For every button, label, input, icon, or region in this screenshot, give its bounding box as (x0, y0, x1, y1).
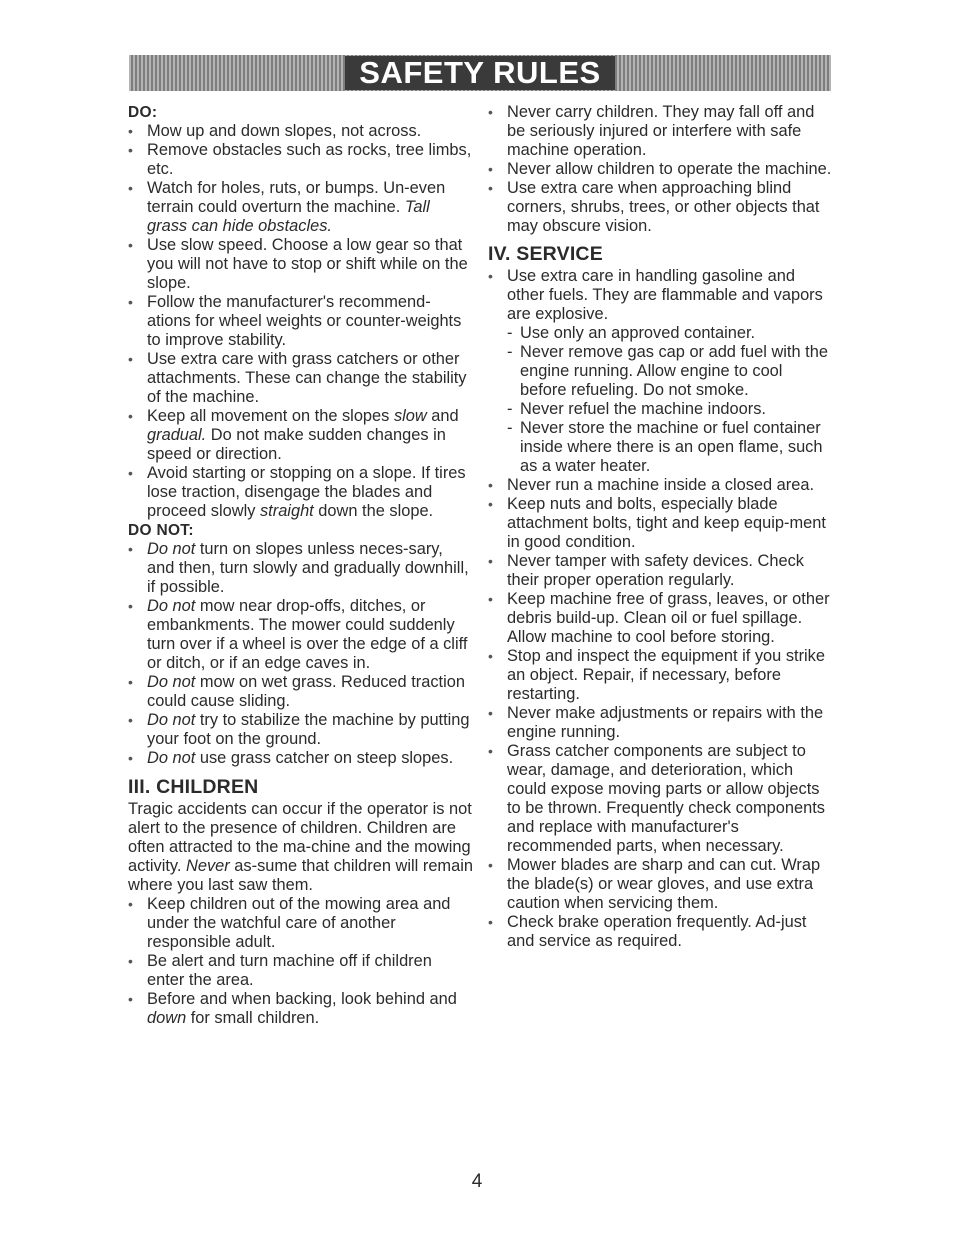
item-emphasis: Do not (147, 749, 196, 767)
list-item (128, 407, 473, 464)
list-item (128, 540, 473, 597)
right-column (488, 103, 833, 951)
list-item: • Grass catcher components are subject to wear, damage, and deterioration, which could expose moving parts or allow objects to be thrown. Frequently check components and replace with manufacturer's recommended parts, when necessary. (488, 742, 833, 856)
safety-rules-banner (129, 55, 831, 91)
item-text: Watch for holes, ruts, or bumps. Un-even terrain could overturn the machine. (147, 179, 446, 216)
sub-item: - Never refuel the machine indoors. (507, 400, 833, 419)
list-item (128, 990, 473, 1028)
item-text: turn on slopes unless neces-sary, and then, turn slowly and gradually downhill, if possible. (147, 540, 469, 596)
list-item: • Mow up and down slopes, not across. (128, 122, 473, 141)
list-item: • Never carry children. They may fall off and be seriously injured or interfere with safe machine operation. (488, 103, 833, 160)
item-text: for small children. (190, 1009, 320, 1027)
list-item: • Never allow children to operate the machine. (488, 160, 833, 179)
item-emphasis: gradual. (147, 426, 207, 444)
sub-item: - Use only an approved container. (507, 324, 833, 343)
item-text: try to stabilize the machine by putting your foot on the ground. (147, 711, 470, 748)
list-item: • Use slow speed. Choose a low gear so that you will not have to stop or shift while on the slope. (128, 236, 473, 293)
service-list-continued (488, 476, 833, 951)
item-emphasis: Tall grass can hide obstacles. (147, 198, 430, 235)
do-heading: DO: (128, 104, 158, 121)
item-emphasis: slow (393, 407, 427, 425)
list-item: • Stop and inspect the equipment if you strike an object. Repair, if necessary, before restarting. (488, 647, 833, 704)
item-emphasis: Do not (147, 711, 196, 729)
item-emphasis: down (147, 1009, 187, 1027)
page-number: 4 (471, 1171, 483, 1192)
list-item: • Use extra care when approaching blind corners, shrubs, trees, or other objects that may obscure vision. (488, 179, 833, 236)
list-item (128, 597, 473, 673)
item-text: down the slope. (318, 502, 434, 520)
list-item (488, 267, 833, 324)
list-item: • Keep machine free of grass, leaves, or other debris build-up. Clean oil or fuel spillage. Allow machine to cool before storing. (488, 590, 833, 647)
item-text: Before and when backing, look behind and (147, 990, 457, 1008)
list-item: • Never run a machine inside a closed area. (488, 476, 833, 495)
item-text: Use extra care in handling gasoline and other fuels. They are flammable and vapors are explosive. (507, 267, 823, 323)
list-item: • Never make adjustments or repairs with the engine running. (488, 704, 833, 742)
children-list (128, 895, 473, 1028)
list-item: • Keep children out of the mowing area and under the watchful care of another responsible adult. (128, 895, 473, 952)
item-text: mow on wet grass. Reduced traction could cause sliding. (147, 673, 465, 710)
list-item (128, 749, 473, 768)
intro-emphasis: Never (186, 857, 230, 875)
item-text: use grass catcher on steep slopes. (199, 749, 454, 767)
do-list (128, 122, 473, 521)
banner-title: SAFETY RULES (345, 56, 614, 90)
item-emphasis: straight (259, 502, 314, 520)
list-item: • Never tamper with safety devices. Check their proper operation regularly. (488, 552, 833, 590)
list-item (128, 179, 473, 236)
list-item (128, 464, 473, 521)
item-emphasis: Do not (147, 673, 196, 691)
intro-text: as-sume that children will remain where you last saw them. (128, 857, 473, 894)
list-item: • Use extra care with grass catchers or other attachments. These can change the stability of the machine. (128, 350, 473, 407)
item-text: and (431, 407, 459, 425)
children-intro (128, 800, 473, 895)
service-heading: IV. SERVICE (488, 243, 603, 265)
list-item: • Keep nuts and bolts, especially blade attachment bolts, tight and keep equip-ment in good condition. (488, 495, 833, 552)
list-item: • Mower blades are sharp and can cut. Wrap the blade(s) or wear gloves, and use extra caution when servicing them. (488, 856, 833, 913)
do-not-heading: DO NOT: (128, 522, 194, 539)
list-item: • Check brake operation frequently. Ad-just and service as required. (488, 913, 833, 951)
item-text: Keep all movement on the slopes (147, 407, 390, 425)
sub-item: - Never remove gas cap or add fuel with the engine running. Allow engine to cool before refueling. Do not smoke. (507, 343, 833, 400)
sub-item: - Never store the machine or fuel container inside where there is an open flame, such as a water heater. (507, 419, 833, 476)
children-list-continued (488, 103, 833, 236)
children-heading: III. CHILDREN (128, 776, 259, 798)
fuel-sub-list (488, 324, 833, 476)
list-item (128, 711, 473, 749)
list-item (128, 673, 473, 711)
intro-text: Tragic accidents can occur if the operator is not alert to the presence of children. Children are often attracted to the ma-chine and the mowing activity. (128, 800, 472, 875)
item-emphasis: Do not (147, 540, 196, 558)
list-item: • Remove obstacles such as rocks, tree limbs, etc. (128, 141, 473, 179)
list-item: • Follow the manufacturer's recommend-ations for wheel weights or counter-weights to improve stability. (128, 293, 473, 350)
item-emphasis: Do not (147, 597, 196, 615)
left-column (128, 103, 473, 1028)
item-text: Do not make sudden changes in speed or direction. (147, 426, 446, 463)
service-list (488, 267, 833, 324)
item-text: Avoid starting or stopping on a slope. If tires lose traction, disengage the blades and proceed slowly (147, 464, 466, 520)
list-item: • Be alert and turn machine off if children enter the area. (128, 952, 473, 990)
item-text: mow near drop-offs, ditches, or embankments. The mower could suddenly turn over if a wheel is over the edge of a cliff or ditch, or if an edge caves in. (147, 597, 468, 672)
do-not-list (128, 540, 473, 768)
